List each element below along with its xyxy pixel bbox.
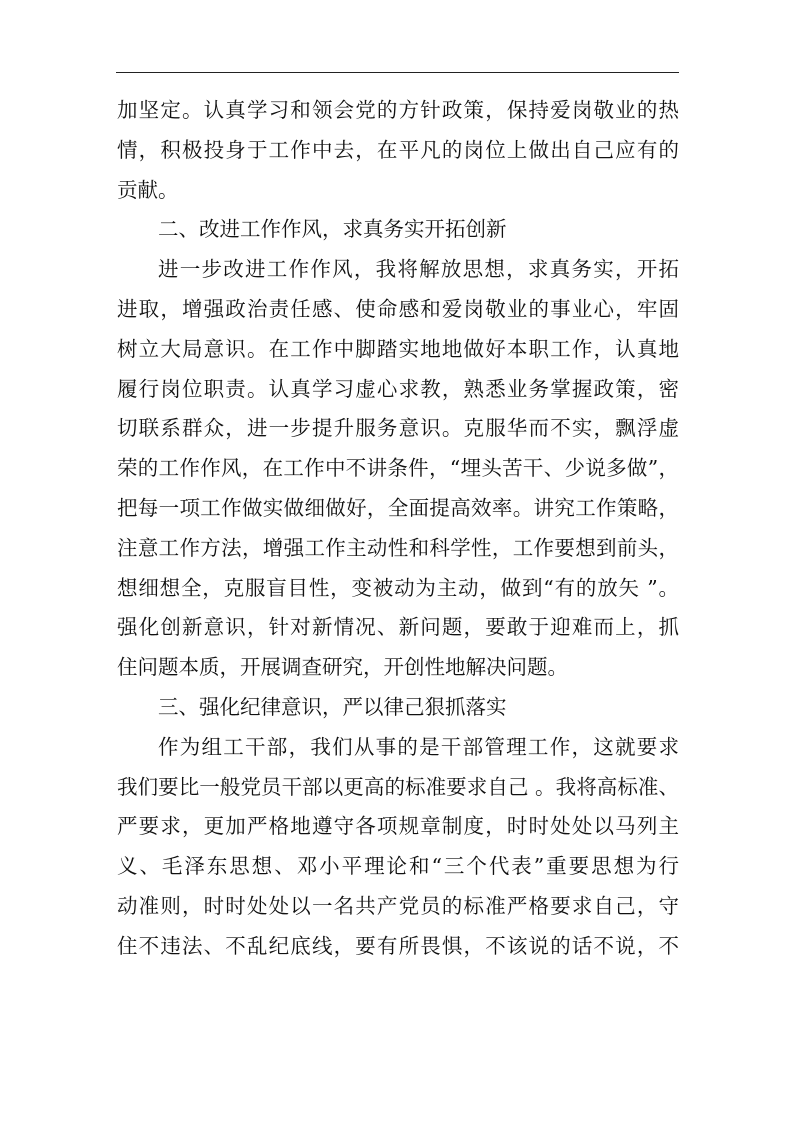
text-line: 作为组工干部，我们从事的是干部管理工作，这就要求 [158,734,679,759]
text-line: 进取，增强政治责任感、使命感和爱岗敬业的事业心，牢固 [117,296,679,321]
text-line: 荣的工作作风，在工作中不讲条件，“埋头苦干、少说多做”， [117,456,679,481]
text-line: 强化创新意识，针对新情况、新问题，要敢于迎难而上，抓 [117,615,679,640]
text-line: 住不违法、不乱纪底线，要有所畏惧，不该说的话不说，不 [117,933,679,958]
text-line: 加坚定。认真学习和领会党的方针政策，保持爱岗敬业的热 [117,98,679,122]
text-line: 贡献。 [117,177,179,202]
text-line: 树立大局意识。在工作中脚踏实地地做好本职工作，认真地 [117,336,679,361]
text-line: 进一步改进工作作风，我将解放思想，求真务实，开拓 [158,257,679,282]
text-line: 我们要比一般党员干部以更高的标准要求自己 。我将高标准、 [117,774,679,799]
section-heading: 三、强化纪律意识，严以律己狠抓落实 [158,694,507,719]
text-line: 切联系群众，进一步提升服务意识。克服华而不实，飘浮虚 [117,416,679,441]
text-line: 义、毛泽东思想、邓小平理论和“三个代表”重要思想为行 [117,854,679,879]
header-rule [116,72,679,73]
text-line: 情，积极投身于工作中去，在平凡的岗位上做出自己应有的 [117,137,679,162]
text-line: 把每一项工作做实做细做好，全面提高效率。讲究工作策略， [117,495,679,520]
text-line: 履行岗位职责。认真学习虚心求教，熟悉业务掌握政策，密 [117,376,679,401]
text-line: 想细想全，克服盲目性，变被动为主动，做到“有的放矢 ”。 [117,575,679,600]
section-heading: 二、改进工作作风，求真务实开拓创新 [158,217,507,242]
text-line: 注意工作方法，增强工作主动性和科学性，工作要想到前头， [117,535,679,560]
document-body [117,91,679,967]
text-line: 住问题本质，开展调查研究，开创性地解决问题。 [117,655,568,680]
text-line: 严要求，更加严格地遵守各项规章制度，时时处处以马列主 [117,814,679,839]
text-line: 动准则，时时处处以一名共产党员的标准严格要求自己，守 [117,893,679,918]
